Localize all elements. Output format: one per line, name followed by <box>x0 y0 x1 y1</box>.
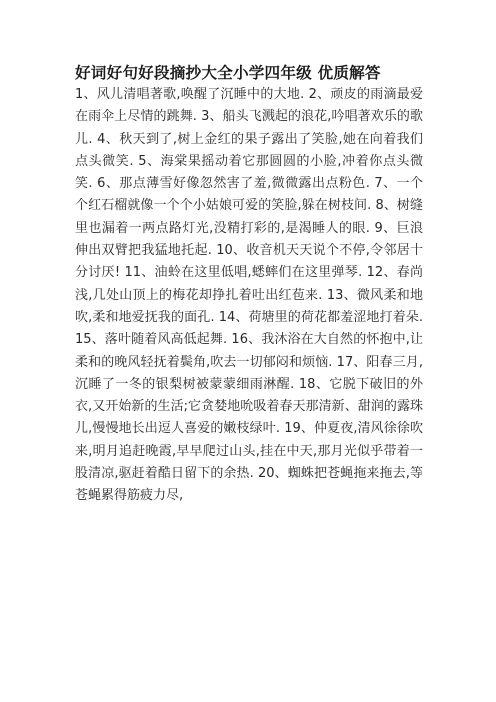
document-page <box>75 62 423 508</box>
document-body: 1、风儿清唱著歌,唤醒了沉睡中的大地. 2、顽皮的雨滴最爱在雨伞上尽情的跳舞. 3、船头飞溅起的浪花,吟唱著欢乐的歌儿. 4、秋天到了,树上金红的果子露出了笑脸,她在向着我们点头微笑. 5、海棠果摇动着它那圆圆的小脸,冲着你点头微笑. 6、那点薄雪好像忽然害了羞,微微露出点粉色. 7、一个个红石榴就像一个个小姑娘可爱的笑脸,躲在树枝间. 8、树缝里也漏着一两点路灯光,没精打彩的,是渴睡人的眼. 9、巨浪伸出双臂把我猛地托起. 10、收音机天天说个不停,令邻居十分讨厌! 11、油蛉在这里低唱,蟋蟀们在这里弹琴. 12、春尚浅,几处山顶上的梅花却挣扎着吐出红苞来. 13、微风柔和地吹,柔和地爱抚我的面孔. 14、荷塘里的荷花都羞涩地打着朵. 15、落叶随着风高低起舞. 16、我沐浴在大自然的怀抱中,让柔和的晚风轻抚着鬓角,吹去一切郁闷和烦恼. 17、阳春三月,沉睡了一冬的银梨树被蒙蒙细雨淋醒. 18、它脱下破旧的外衣,又开始新的生活;它贪婪地吮吸着春天那清新、甜润的露珠儿,慢慢地长出逗人喜爱的嫩枝绿叶. 19、仲夏夜,清风徐徐吹来,明月追赶晚霞,早早爬过山头,挂在中天,那月光似乎带着一股清凉,驱赶着酷日留下的余热. 20、蜘蛛把苍蝇拖来拖去,等苍蝇累得筋疲力尽, <box>75 87 423 504</box>
document-title: 好词好句好段摘抄大全小学四年级 优质解答 <box>75 64 381 82</box>
